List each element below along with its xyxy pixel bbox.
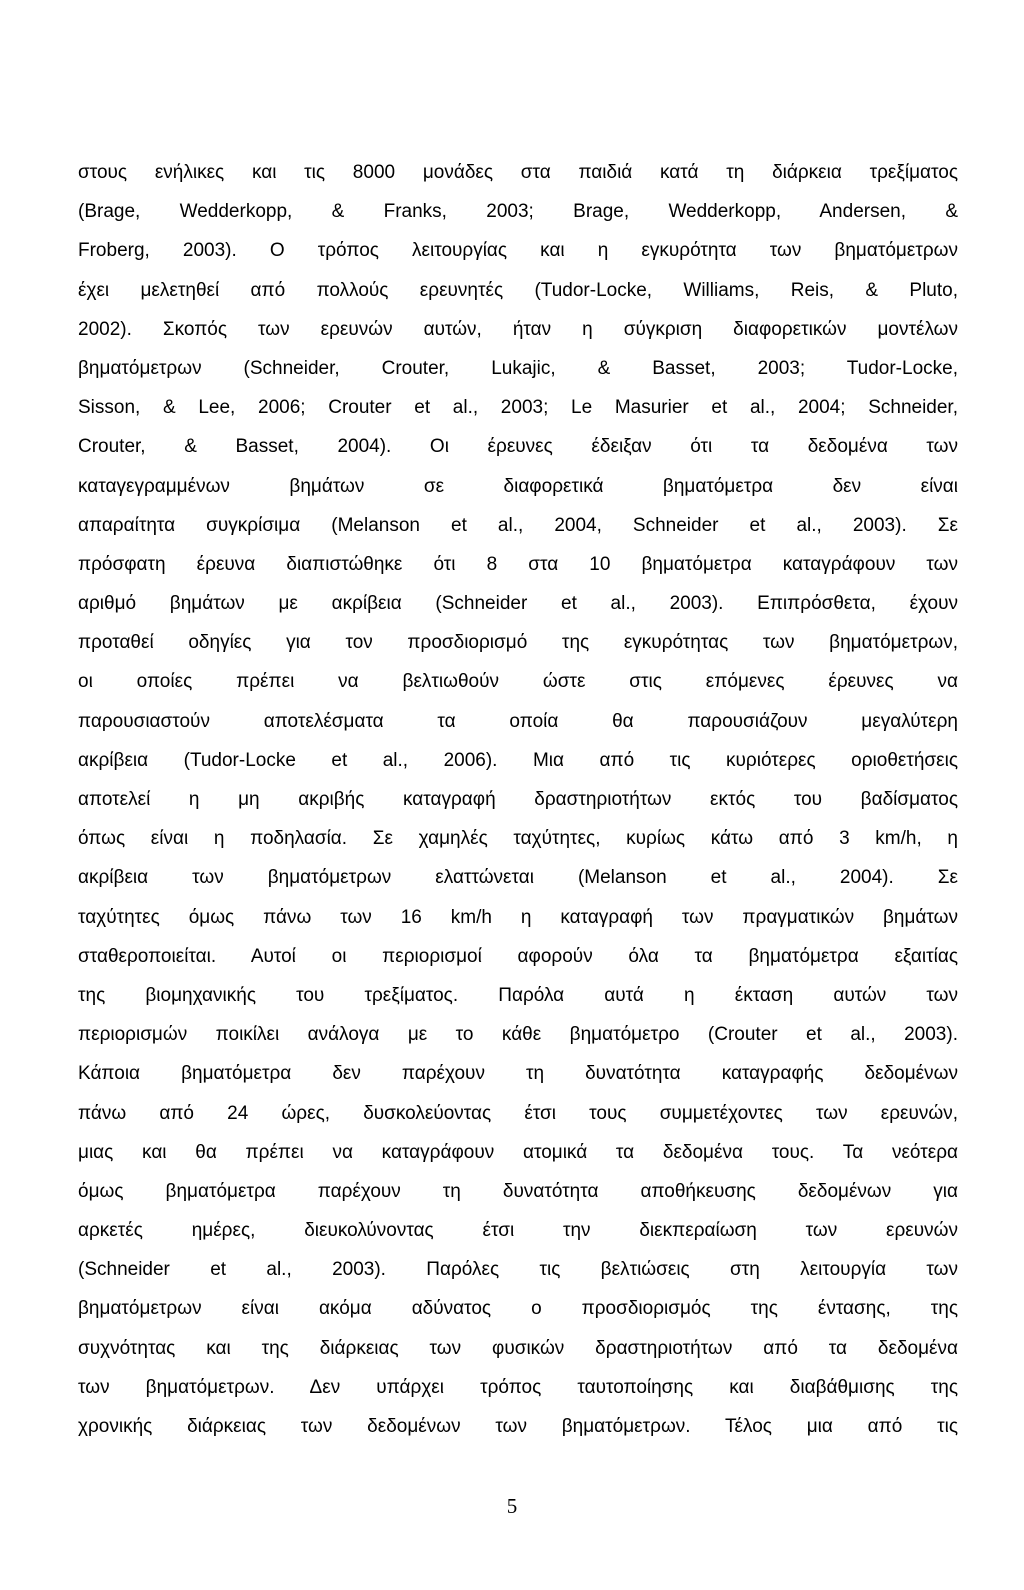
- text-line: απαραίτητα συγκρίσιμα (Melanson et al., 2004, Schneider et al., 2003). Σε: [78, 514, 958, 536]
- text-line: έχει μελετηθεί από πολλούς ερευνητές (Tudor-Locke, Williams, Reis, & Pluto,: [78, 279, 958, 301]
- text-line: (Brage, Wedderkopp, & Franks, 2003; Brage, Wedderkopp, Andersen, &: [78, 201, 958, 223]
- text-line: (Schneider et al., 2003). Παρόλες τις βελτιώσεις στη λειτουργία των: [78, 1259, 958, 1281]
- text-line: ακρίβεια των βηματόμετρων ελαττώνεται (Melanson et al., 2004). Σε: [78, 867, 958, 889]
- text-line: βηματόμετρων είναι ακόμα αδύνατος ο προσδιορισμός της έντασης, της: [78, 1298, 958, 1320]
- text-line: προταθεί οδηγίες για τον προσδιορισμό της εγκυρότητας των βηματόμετρων,: [78, 632, 958, 654]
- text-line: αρκετές ημέρες, διευκολύνοντας έτσι την διεκπεραίωση των ερευνών: [78, 1220, 958, 1242]
- text-line: βηματόμετρων (Schneider, Crouter, Lukajic, & Basset, 2003; Tudor-Locke,: [78, 357, 958, 379]
- text-line: Sisson, & Lee, 2006; Crouter et al., 2003; Le Masurier et al., 2004; Schneider,: [78, 397, 958, 419]
- text-line: όμως βηματόμετρα παρέχουν τη δυνατότητα αποθήκευσης δεδομένων για: [78, 1180, 958, 1202]
- text-line: όπως είναι η ποδηλασία. Σε χαμηλές ταχύτητες, κυρίως κάτω από 3 km/h, η: [78, 828, 958, 850]
- text-line: ταχύτητες όμως πάνω των 16 km/h η καταγραφή των πραγματικών βημάτων: [78, 906, 958, 928]
- page-number: 5: [506, 1494, 518, 1518]
- text-line: πρόσφατη έρευνα διαπιστώθηκε ότι 8 στα 10 βηματόμετρα καταγράφουν των: [78, 553, 958, 575]
- text-line: ακρίβεια (Tudor-Locke et al., 2006). Μια από τις κυριότερες οριοθετήσεις: [78, 749, 958, 771]
- text-line: των βηματόμετρων. Δεν υπάρχει τρόπος ταυτοποίησης και διαβάθμισης της: [78, 1376, 958, 1398]
- text-line: καταγεγραμμένων βημάτων σε διαφορετικά βηματόμετρα δεν είναι: [78, 475, 958, 497]
- text-line: αποτελεί η μη ακριβής καταγραφή δραστηριοτήτων εκτός του βαδίσματος: [78, 789, 958, 810]
- text-line: 2002). Σκοπός των ερευνών αυτών, ήταν η σύγκριση διαφορετικών μοντέλων: [78, 318, 958, 340]
- text-line: Κάποια βηματόμετρα δεν παρέχουν τη δυνατότητα καταγραφής δεδομένων: [78, 1063, 958, 1085]
- text-line: παρουσιαστούν αποτελέσματα τα οποία θα παρουσιάζουν μεγαλύτερη: [78, 710, 958, 732]
- text-line: πάνω από 24 ώρες, δυσκολεύοντας έτσι τους συμμετέχοντες των ερευνών,: [78, 1102, 958, 1124]
- text-line: περιορισμών ποικίλει ανάλογα με το κάθε βηματόμετρο (Crouter et al., 2003).: [78, 1024, 958, 1046]
- text-line: αριθμό βημάτων με ακρίβεια (Schneider et al., 2003). Επιπρόσθετα, έχουν: [78, 593, 958, 615]
- text-line: σταθεροποιείται. Αυτοί οι περιορισμοί αφορούν όλα τα βηματόμετρα εξαιτίας: [78, 945, 958, 967]
- body-paragraph: [78, 153, 958, 1446]
- text-line: χρονικής διάρκειας των δεδομένων των βηματόμετρων. Τέλος μια από τις: [78, 1416, 958, 1437]
- text-line: Crouter, & Basset, 2004). Οι έρευνες έδειξαν ότι τα δεδομένα των: [78, 436, 958, 458]
- text-line: οι οποίες πρέπει να βελτιωθούν ώστε στις επόμενες έρευνες να: [78, 671, 958, 693]
- text-line: συχνότητας και της διάρκειας των φυσικών δραστηριοτήτων από τα δεδομένα: [78, 1337, 958, 1359]
- text-line: της βιομηχανικής του τρεξίματος. Παρόλα αυτά η έκταση αυτών των: [78, 984, 958, 1006]
- text-line: Froberg, 2003). Ο τρόπος λειτουργίας και η εγκυρότητα των βηματόμετρων: [78, 240, 958, 262]
- text-line: μιας και θα πρέπει να καταγράφουν ατομικά τα δεδομένα τους. Τα νεότερα: [78, 1141, 958, 1163]
- text-line: στους ενήλικες και τις 8000 μονάδες στα παιδιά κατά τη διάρκεια τρεξίματος: [78, 162, 958, 183]
